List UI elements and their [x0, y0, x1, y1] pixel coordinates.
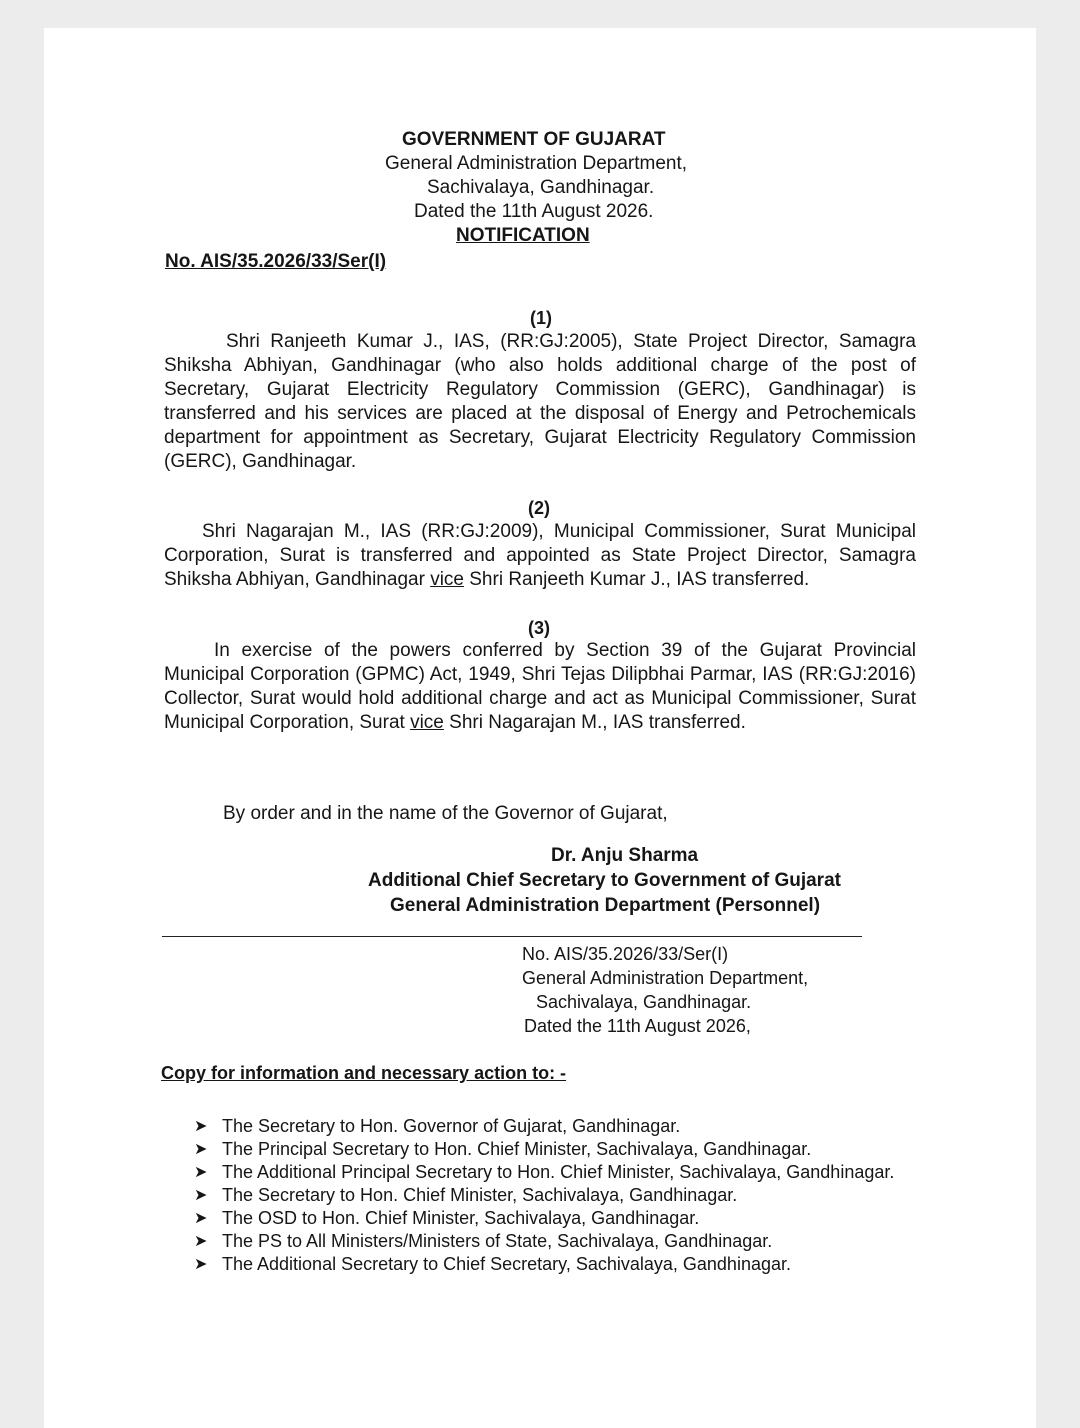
- list-item-text: The Additional Principal Secretary to Hon. Chief Minister, Sachivalaya, Gandhinagar.: [222, 1162, 895, 1182]
- order-line: By order and in the name of the Governor of Gujarat,: [223, 803, 668, 824]
- paragraph-body: [164, 520, 916, 592]
- list-item: [194, 1230, 918, 1253]
- list-item-text: The OSD to Hon. Chief Minister, Sachivalaya, Gandhinagar.: [222, 1208, 700, 1228]
- department-line: General Administration Department,: [385, 153, 688, 174]
- list-item-text: The PS to All Ministers/Ministers of State, Sachivalaya, Gandhinagar.: [222, 1231, 773, 1251]
- endorsement-reference: No. AIS/35.2026/33/Ser(I): [522, 944, 729, 964]
- paragraph-number: (1): [530, 308, 552, 328]
- document-page: [44, 28, 1036, 1428]
- paragraph-text: In exercise of the powers conferred by Section 39 of the Gujarat Provincial Municipal Corporation (GPMC) Act, 1949, Shri Tejas Dilipbhai Parmar, IAS (RR:GJ:2016) Collector, Surat would hold additional charge and act as Municipal Commissioner, Surat Municipal Corporation, Surat: [164, 640, 916, 733]
- paragraph-body: [164, 639, 916, 735]
- arrowhead-bullet-icon: ➤: [194, 1256, 208, 1273]
- reference-number: No. AIS/35.2026/33/Ser(I): [165, 251, 387, 272]
- list-item-text: The Secretary to Hon. Governor of Gujarat, Gandhinagar.: [222, 1116, 681, 1136]
- paragraph-text: Shri Nagarajan M., IAS (RR:GJ:2009), Municipal Commissioner, Surat Municipal Corporation, Surat is transferred and appointed as State Project Director, Samagra Shiksha Abhiyan, Gandhinagar: [164, 521, 916, 590]
- paragraph-body: [164, 330, 916, 474]
- list-item-text: The Additional Secretary to Chief Secretary, Sachivalaya, Gandhinagar.: [222, 1254, 791, 1274]
- list-item: [194, 1115, 918, 1138]
- arrowhead-bullet-icon: ➤: [194, 1210, 208, 1227]
- notification-title: NOTIFICATION: [456, 225, 590, 246]
- paragraph-text: Shri Ranjeeth Kumar J., IAS transferred.: [463, 569, 810, 590]
- list-item: [194, 1207, 918, 1230]
- paragraph-number: (3): [528, 618, 550, 638]
- endorsement-department: General Administration Department,: [522, 968, 809, 988]
- endorsement-location: Sachivalaya, Gandhinagar.: [536, 992, 752, 1012]
- signatory-title: Additional Chief Secretary to Government of Gujarat: [368, 870, 841, 891]
- copy-recipient-list: [194, 1115, 918, 1276]
- signatory-department: General Administration Department (Personnel): [390, 895, 821, 916]
- copy-heading: Copy for information and necessary action to: -: [161, 1063, 567, 1083]
- paragraph-number: (2): [528, 498, 550, 518]
- government-heading: GOVERNMENT OF GUJARAT: [402, 129, 666, 150]
- endorsement-date: Dated the 11th August 2026,: [524, 1016, 751, 1036]
- arrowhead-bullet-icon: ➤: [194, 1118, 208, 1135]
- section-divider: [162, 936, 862, 937]
- list-item: [194, 1138, 918, 1161]
- list-item: [194, 1161, 918, 1184]
- signatory-name: Dr. Anju Sharma: [551, 845, 699, 866]
- arrowhead-bullet-icon: ➤: [194, 1187, 208, 1204]
- paragraph-text: Shri Ranjeeth Kumar J., IAS, (RR:GJ:2005), State Project Director, Samagra Shiksha Abhiyan, Gandhinagar (who also holds additional charge of the post of Secretary, Gujarat Electricity Regulatory Commission (GERC), Gandhinagar) is transferred and his services are placed at the disposal of Energy and Petrochemicals department for appointment as Secretary, Gujarat Electricity Regulatory Commission (GERC), Gandhinagar.: [164, 331, 916, 472]
- arrowhead-bullet-icon: ➤: [194, 1233, 208, 1250]
- list-item: [194, 1184, 918, 1207]
- list-item: [194, 1253, 918, 1276]
- location-line: Sachivalaya, Gandhinagar.: [427, 177, 655, 198]
- list-item-text: The Principal Secretary to Hon. Chief Minister, Sachivalaya, Gandhinagar.: [222, 1139, 812, 1159]
- paragraph-text: Shri Nagarajan M., IAS transferred.: [443, 712, 746, 733]
- list-item-text: The Secretary to Hon. Chief Minister, Sachivalaya, Gandhinagar.: [222, 1185, 738, 1205]
- arrowhead-bullet-icon: ➤: [194, 1164, 208, 1181]
- date-line: Dated the 11th August 2026.: [414, 201, 654, 222]
- arrowhead-bullet-icon: ➤: [194, 1141, 208, 1158]
- vice-term: vice: [410, 712, 444, 733]
- vice-term: vice: [430, 569, 464, 590]
